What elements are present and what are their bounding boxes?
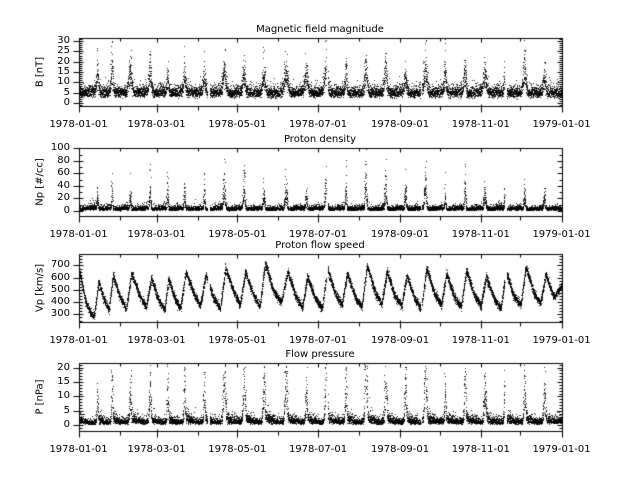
panel-title-proton-density: Proton density	[283, 134, 357, 145]
x-tick-label: 1978-01-01	[49, 335, 108, 346]
y-tick-label: 25	[57, 45, 70, 57]
panel-title-flow-pressure: Flow pressure	[285, 349, 355, 360]
y-tick-label: 0	[63, 204, 70, 216]
x-tick-label: 1978-03-01	[127, 229, 186, 240]
y-tick-label: 400	[50, 296, 70, 308]
y-tick-label: 15	[57, 376, 70, 388]
x-tick-label: 1978-01-01	[49, 229, 108, 240]
y-tick-label: 100	[50, 142, 70, 154]
y-tick-label: 30	[57, 35, 70, 47]
y-tick-label: 20	[57, 55, 70, 67]
x-tick-label: 1978-11-01	[451, 229, 510, 240]
y-tick-label: 300	[50, 308, 70, 320]
x-tick-label: 1978-03-01	[127, 444, 186, 455]
y-tick-label: 600	[50, 271, 70, 283]
panel-title-magnetic-field: Magnetic field magnitude	[256, 24, 384, 35]
y-tick-label: 10	[57, 390, 70, 402]
x-tick-label: 1978-01-01	[49, 119, 108, 130]
x-tick-label: 1978-07-01	[288, 229, 348, 240]
y-tick-label: 15	[57, 66, 70, 77]
y-tick-label: 0	[63, 96, 70, 108]
x-tick-label: 1978-09-01	[370, 119, 430, 130]
x-tick-label: 1979-01-01	[532, 119, 591, 130]
x-tick-label: 1978-09-01	[370, 335, 430, 346]
x-tick-label: 1978-11-01	[451, 444, 510, 455]
y-axis-label-np: Np [#/cc]	[34, 158, 46, 206]
x-tick-label: 1979-01-01	[532, 229, 591, 240]
x-tick-label: 1978-05-01	[208, 444, 267, 455]
x-tick-label: 1978-07-01	[288, 444, 348, 455]
x-tick-label: 1979-01-01	[532, 444, 591, 455]
x-tick-label: 1978-05-01	[208, 229, 267, 240]
x-tick-label: 1978-07-01	[288, 119, 348, 130]
y-tick-label: 80	[57, 154, 70, 166]
x-tick-label: 1978-09-01	[370, 229, 430, 240]
x-tick-label: 1978-09-01	[370, 444, 430, 455]
y-tick-label: 10	[57, 76, 70, 88]
x-tick-label: 1978-03-01	[127, 335, 186, 346]
y-tick-label: 700	[50, 259, 70, 271]
x-tick-label: 1978-05-01	[208, 119, 267, 130]
y-axis-label-vp: Vp [km/s]	[34, 263, 46, 313]
panel-title-proton-flow-speed: Proton flow speed	[275, 240, 365, 251]
y-axis-label-p: P [nPa]	[34, 379, 46, 415]
y-tick-label: 20	[57, 192, 70, 204]
x-tick-label: 1978-11-01	[451, 119, 510, 130]
y-tick-label: 40	[57, 179, 70, 191]
y-tick-label: 0	[63, 419, 70, 431]
y-tick-label: 20	[57, 361, 70, 373]
x-tick-label: 1979-01-01	[532, 335, 591, 346]
y-tick-label: 500	[50, 283, 70, 295]
x-tick-label: 1978-03-01	[127, 119, 186, 130]
x-tick-label: 1978-01-01	[49, 444, 108, 455]
y-tick-label: 5	[63, 404, 70, 416]
x-tick-label: 1978-07-01	[288, 335, 348, 346]
y-axis-label-b: B [nT]	[34, 56, 46, 88]
y-tick-label: 60	[57, 167, 70, 179]
x-tick-label: 1978-05-01	[208, 335, 267, 346]
y-tick-label: 5	[63, 86, 70, 98]
x-tick-label: 1978-11-01	[451, 335, 510, 346]
